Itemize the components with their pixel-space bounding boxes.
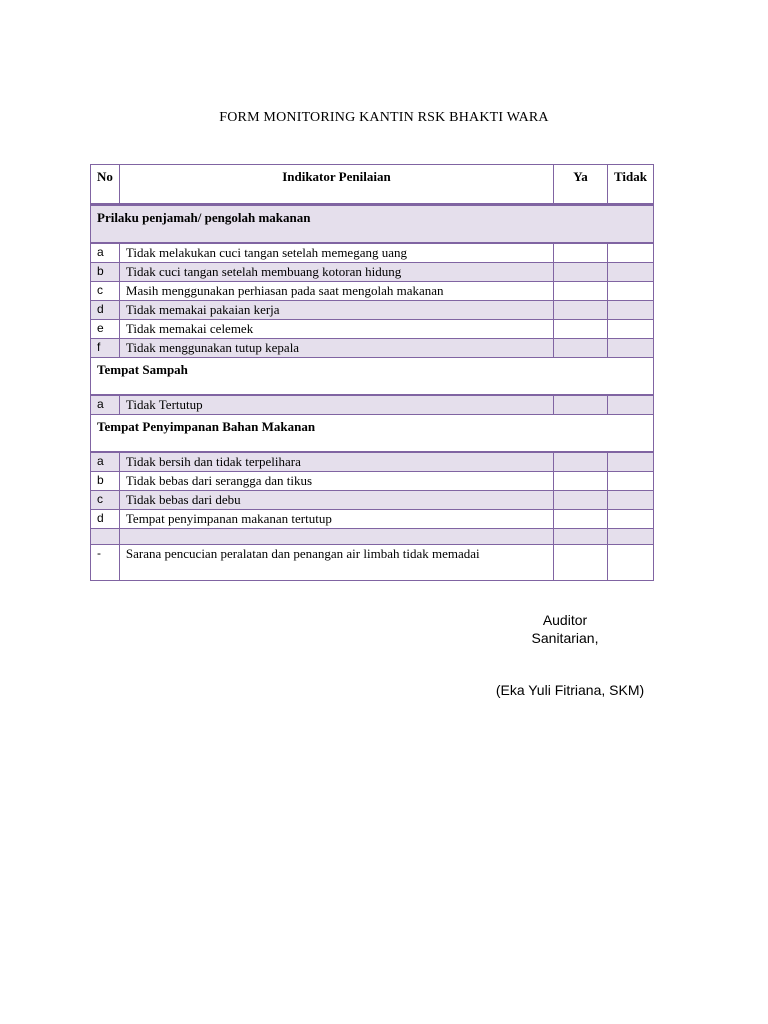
row-indicator: Tidak Tertutup (119, 395, 553, 415)
header-no: No (91, 165, 120, 205)
table-row (91, 301, 654, 320)
row-no: f (91, 339, 120, 358)
table-row (91, 282, 654, 301)
row-no: d (91, 510, 120, 529)
row-indicator: Tidak memakai celemek (119, 320, 553, 339)
table-header-row (91, 165, 654, 205)
table-row (91, 320, 654, 339)
ya-cell[interactable] (553, 529, 607, 545)
tidak-cell[interactable] (607, 452, 653, 472)
tidak-cell[interactable] (607, 339, 653, 358)
row-no: c (91, 491, 120, 510)
tidak-cell[interactable] (607, 263, 653, 282)
row-no: e (91, 320, 120, 339)
row-indicator: Tidak memakai pakaian kerja (119, 301, 553, 320)
row-indicator: Tidak bebas dari debu (119, 491, 553, 510)
section-heading-row (91, 415, 654, 453)
signature-role (490, 611, 640, 647)
section-heading-row (91, 358, 654, 396)
signature-role-line2: Sanitarian, (531, 630, 599, 646)
tidak-cell[interactable] (607, 282, 653, 301)
table-row (91, 491, 654, 510)
table-row (91, 243, 654, 263)
row-indicator: Tidak cuci tangan setelah membuang kotoran hidung (119, 263, 553, 282)
table-row (91, 395, 654, 415)
tidak-cell[interactable] (607, 491, 653, 510)
ya-cell[interactable] (553, 472, 607, 491)
row-indicator: Sarana pencucian peralatan dan penangan air limbah tidak memadai (119, 545, 553, 581)
table-row (91, 472, 654, 491)
header-indicator: Indikator Penilaian (119, 165, 553, 205)
form-title: FORM MONITORING KANTIN RSK BHAKTI WARA (219, 110, 549, 125)
row-indicator: Masih menggunakan perhiasan pada saat mengolah makanan (119, 282, 553, 301)
row-indicator: Tidak menggunakan tutup kepala (119, 339, 553, 358)
tidak-cell[interactable] (607, 395, 653, 415)
row-no: c (91, 282, 120, 301)
table-row (91, 339, 654, 358)
ya-cell[interactable] (553, 263, 607, 282)
ya-cell[interactable] (553, 491, 607, 510)
section-heading: Tempat Sampah (91, 358, 654, 396)
table-row (91, 263, 654, 282)
row-indicator: Tidak bebas dari serangga dan tikus (119, 472, 553, 491)
table-row (91, 510, 654, 529)
tidak-cell[interactable] (607, 510, 653, 529)
row-no: a (91, 395, 120, 415)
ya-cell[interactable] (553, 243, 607, 263)
ya-cell[interactable] (553, 282, 607, 301)
ya-cell[interactable] (553, 452, 607, 472)
section-heading: Prilaku penjamah/ pengolah makanan (91, 205, 654, 244)
row-no: d (91, 301, 120, 320)
signature-role-line1: Auditor (542, 612, 588, 628)
row-no: a (91, 452, 120, 472)
ya-cell[interactable] (553, 510, 607, 529)
ya-cell[interactable] (553, 320, 607, 339)
table-row (91, 529, 654, 545)
row-indicator: Tidak melakukan cuci tangan setelah memegang uang (119, 243, 553, 263)
table-row (91, 452, 654, 472)
tidak-cell[interactable] (607, 545, 653, 581)
section-heading: Tempat Penyimpanan Bahan Makanan (91, 415, 654, 453)
ya-cell[interactable] (553, 395, 607, 415)
row-indicator: Tempat penyimpanan makanan tertutup (119, 510, 553, 529)
row-no: a (91, 243, 120, 263)
ya-cell[interactable] (553, 339, 607, 358)
row-no: - (91, 545, 120, 581)
tidak-cell[interactable] (607, 301, 653, 320)
tidak-cell[interactable] (607, 243, 653, 263)
row-no: b (91, 263, 120, 282)
row-no: b (91, 472, 120, 491)
row-no (91, 529, 120, 545)
header-tidak: Tidak (607, 165, 653, 205)
row-indicator: Tidak bersih dan tidak terpelihara (119, 452, 553, 472)
section-heading-row (91, 205, 654, 244)
tidak-cell[interactable] (607, 529, 653, 545)
tidak-cell[interactable] (607, 320, 653, 339)
monitoring-table (90, 164, 654, 581)
table-row (91, 545, 654, 581)
header-ya: Ya (553, 165, 607, 205)
ya-cell[interactable] (553, 545, 607, 581)
signature-name: (Eka Yuli Fitriana, SKM) (495, 682, 645, 698)
ya-cell[interactable] (553, 301, 607, 320)
row-indicator (119, 529, 553, 545)
tidak-cell[interactable] (607, 472, 653, 491)
